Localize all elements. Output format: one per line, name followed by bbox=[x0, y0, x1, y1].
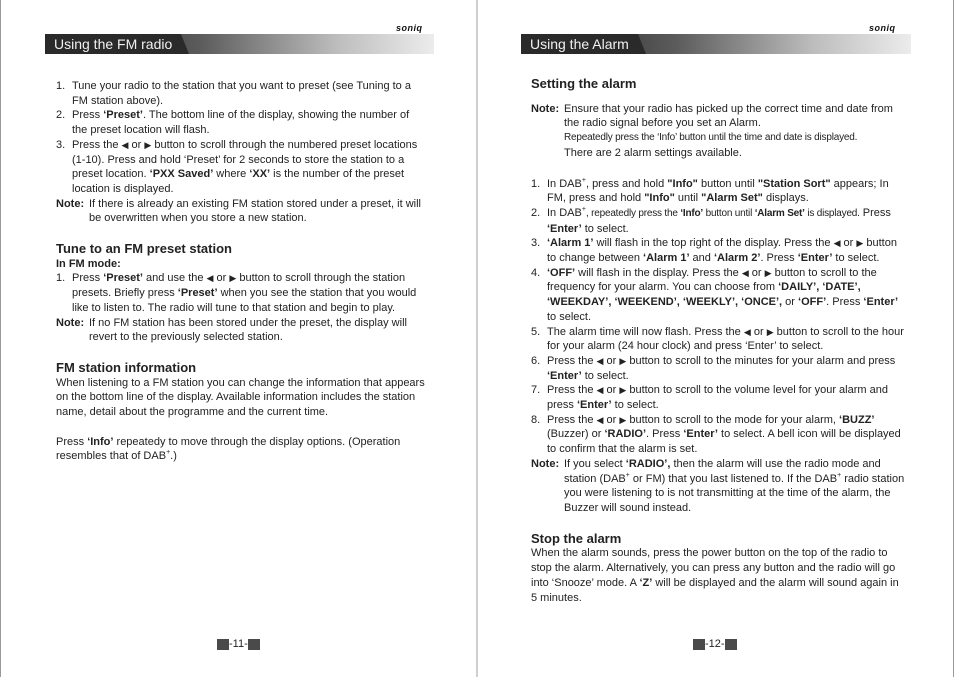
text-segment: to select. A bell icon will be displayed to confirm that the alarm is set. bbox=[547, 428, 901, 456]
section-heading: Stop the alarm bbox=[531, 530, 622, 546]
step-keyword: ‘PXX Saved’ bbox=[149, 168, 214, 181]
text-segment: then the alarm will use the radio mode and station (DAB bbox=[564, 457, 881, 485]
note bbox=[531, 457, 906, 516]
text-segment: button until bbox=[703, 207, 755, 219]
left-arrow-icon: ◀ bbox=[741, 267, 749, 278]
right-arrow-icon: ▶ bbox=[766, 326, 774, 337]
keyword: ‘Info’ bbox=[680, 207, 703, 219]
step-number: 7. bbox=[531, 384, 541, 397]
step-number: 5. bbox=[531, 325, 541, 338]
text-segment: and bbox=[689, 252, 714, 265]
keyword: "Info" bbox=[667, 177, 698, 190]
text-segment: Press the bbox=[547, 354, 597, 367]
section-header-title: Using the Alarm bbox=[521, 34, 638, 54]
step-keyword: ‘Preset’ bbox=[103, 109, 143, 122]
step-keyword: ‘XX’ bbox=[249, 168, 271, 181]
text-segment: will flash in the display. Press the bbox=[575, 266, 742, 279]
right-arrow-icon: ▶ bbox=[619, 385, 627, 396]
keyword: ‘Enter’ bbox=[863, 296, 899, 309]
step-number: 6. bbox=[531, 354, 541, 367]
step-text: where bbox=[213, 168, 250, 181]
superscript: + bbox=[581, 176, 586, 184]
step-text: and use the bbox=[142, 272, 207, 285]
note-label: Note: bbox=[56, 197, 85, 210]
section-header-bar bbox=[521, 34, 911, 54]
alarm-step bbox=[531, 325, 906, 354]
brand-logo: soniq bbox=[869, 23, 896, 33]
right-page bbox=[478, 0, 954, 677]
paragraph bbox=[531, 546, 906, 605]
text-segment: button until bbox=[697, 177, 758, 190]
left-arrow-icon: ◀ bbox=[596, 414, 604, 425]
para-text: repeatedy to move through the display options. (Operation resembles that of DAB bbox=[56, 435, 401, 463]
text-segment: to select. bbox=[832, 252, 880, 265]
keyword: ‘Enter’ bbox=[683, 428, 718, 441]
note-label: Note: bbox=[56, 316, 85, 329]
text-segment: button to scroll to the frequency for your alarm. You can choose from bbox=[547, 266, 877, 294]
text-segment: , press and hold bbox=[585, 177, 668, 190]
step-number: 1. bbox=[56, 272, 66, 285]
preset-step bbox=[56, 138, 426, 197]
text-segment: button to scroll to the volume level for your alarm and press bbox=[547, 384, 888, 412]
right-arrow-icon: ▶ bbox=[229, 273, 237, 284]
brand-logo: soniq bbox=[396, 23, 423, 33]
left-arrow-icon: ◀ bbox=[121, 139, 129, 150]
text-segment: button to scroll to the hour for your alarm (24 hour clock) and press ‘Enter’ to select. bbox=[547, 325, 904, 353]
text-segment: will be displayed and the alarm will sound again in 5 minutes. bbox=[531, 576, 899, 604]
paragraph bbox=[56, 435, 426, 464]
step-text: Tune your radio to the station that you want to preset (see Tuning to a FM station above). bbox=[72, 80, 411, 107]
alarm-step bbox=[531, 383, 906, 412]
left-arrow-icon: ◀ bbox=[596, 385, 604, 396]
note-text: There are 2 alarm settings available. bbox=[564, 146, 742, 159]
text-segment: to select. bbox=[581, 222, 629, 235]
alarm-step bbox=[531, 413, 906, 457]
keyword: ‘Enter’ bbox=[797, 252, 833, 265]
text-segment: . Press bbox=[760, 252, 798, 265]
text-segment: to select. bbox=[581, 369, 629, 382]
text-segment: button to scroll to the minutes for your alarm and press bbox=[626, 354, 896, 367]
left-arrow-icon: ◀ bbox=[206, 273, 214, 284]
note-label: Note: bbox=[531, 102, 560, 115]
text-segment: or bbox=[748, 266, 765, 279]
section-heading: Tune to an FM preset station bbox=[56, 241, 232, 257]
keyword: "Info" bbox=[644, 192, 675, 205]
text-segment: or bbox=[750, 325, 767, 338]
step-text: when you see the station that you would like to listen to. The radio will tune to that station and begin to play. bbox=[72, 287, 417, 314]
superscript: + bbox=[166, 449, 171, 457]
text-segment: button to change between bbox=[547, 237, 897, 265]
alarm-step bbox=[531, 206, 906, 236]
text-segment: or bbox=[603, 413, 620, 426]
step-text: is the number of the preset location is displayed. bbox=[72, 168, 405, 195]
step-number: 2. bbox=[56, 109, 66, 122]
keyword: ‘BUZZ’ bbox=[839, 413, 875, 426]
text-segment: radio station you were listening to is not transmitting at the time of the alarm, the Buzzer will sound instead. bbox=[564, 472, 905, 514]
page-footer bbox=[693, 638, 737, 650]
alarm-step bbox=[531, 354, 906, 383]
step-text: button to scroll through the station presets. Briefly press bbox=[72, 272, 406, 300]
keyword: ‘Z’ bbox=[639, 576, 653, 589]
left-arrow-icon: ◀ bbox=[743, 326, 751, 337]
left-arrow-icon: ◀ bbox=[596, 355, 604, 366]
note bbox=[531, 102, 906, 161]
keyword: ‘Alarm 1’ bbox=[547, 237, 594, 250]
keyword: ‘OFF’ bbox=[547, 266, 576, 279]
keyword: ‘DAILY’, ‘DATE’, ‘WEEKDAY’, ‘WEEKEND’, ‘WEEKLY’, ‘ONCE’, bbox=[547, 281, 861, 309]
superscript: + bbox=[837, 471, 842, 479]
step-number: 1. bbox=[56, 80, 66, 92]
text-segment: Press bbox=[859, 206, 891, 219]
text-segment: . Press bbox=[826, 296, 864, 309]
text-segment: When the alarm sounds, press the power button on the top of the radio to stop the alarm. Alternatively, you can press any button and the radio will go into ‘Snooze’ mode. A bbox=[531, 547, 896, 589]
paragraph: When listening to a FM station you can change the information that appears on the bottom line of the display. Available information includes the station name, detail about the programme and the current time. bbox=[56, 376, 425, 419]
keyword: ‘Enter’ bbox=[547, 222, 582, 235]
left-content bbox=[56, 79, 426, 464]
right-arrow-icon: ▶ bbox=[144, 139, 152, 150]
right-arrow-icon: ▶ bbox=[619, 355, 627, 366]
superscript: + bbox=[581, 205, 586, 213]
keyword: ‘Alarm 2’ bbox=[713, 252, 761, 265]
text-segment: to select. bbox=[547, 310, 592, 323]
page-number: -12- bbox=[705, 638, 725, 650]
text-segment: or bbox=[603, 384, 620, 397]
note-text: If there is already an existing FM station stored under a preset, it will be overwritten when you store a new station. bbox=[89, 197, 421, 225]
step-number: 2. bbox=[531, 206, 541, 219]
text-segment: Press the bbox=[547, 384, 597, 397]
preset-step bbox=[56, 79, 426, 108]
step-number: 8. bbox=[531, 413, 541, 426]
superscript: + bbox=[625, 471, 630, 479]
step-keyword: ‘Preset’ bbox=[103, 272, 143, 285]
page-footer bbox=[217, 638, 260, 650]
footer-square-icon bbox=[217, 639, 229, 650]
alarm-steps-list bbox=[531, 177, 906, 457]
note bbox=[56, 316, 426, 345]
footer-square-icon bbox=[725, 639, 737, 650]
note bbox=[56, 197, 426, 226]
text-segment: In DAB bbox=[547, 177, 582, 190]
text-segment: button to scroll to the mode for your alarm, bbox=[626, 413, 840, 426]
section-heading: Setting the alarm bbox=[531, 76, 637, 91]
section-heading: FM station information bbox=[56, 359, 197, 375]
footer-square-icon bbox=[248, 639, 260, 650]
note-text: Ensure that your radio has picked up the correct time and date from the radio signal before you set an Alarm. bbox=[564, 102, 893, 130]
keyword: ‘Enter’ bbox=[576, 399, 612, 412]
text-segment: , repeatedly press the bbox=[585, 207, 681, 219]
step-number: 4. bbox=[531, 266, 541, 279]
keyword: ‘Alarm Set’ bbox=[754, 207, 805, 219]
section-header-bar bbox=[45, 34, 434, 54]
step-text: . The bottom line of the display, showing the number of the preset location will flash. bbox=[72, 109, 410, 137]
keyword: ‘Enter’ bbox=[547, 369, 582, 382]
keyword: ‘Alarm 1’ bbox=[643, 252, 690, 265]
text-segment: In DAB bbox=[547, 206, 582, 219]
text-segment: If you select bbox=[564, 457, 626, 470]
text-segment: . Press bbox=[646, 428, 684, 441]
preset-step bbox=[56, 108, 426, 137]
subheading: In FM mode: bbox=[56, 257, 121, 270]
left-arrow-icon: ◀ bbox=[833, 238, 841, 249]
para-keyword: ‘Info’ bbox=[87, 435, 114, 448]
tune-step bbox=[56, 271, 426, 315]
note-text bbox=[564, 458, 904, 514]
step-number: 1. bbox=[531, 177, 541, 190]
left-page bbox=[0, 0, 476, 677]
note-text: Repeatedly press the ‘Info’ button until the time and date is displayed. bbox=[564, 132, 858, 144]
step-text: or bbox=[128, 138, 145, 151]
text-segment: until bbox=[674, 192, 702, 205]
alarm-step bbox=[531, 266, 906, 325]
alarm-step bbox=[531, 177, 906, 206]
step-text: button to scroll through the numbered preset locations (1-10). Press and hold ‘Preset’ for 2 seconds to store the station to a preset location. bbox=[72, 138, 418, 181]
alarm-step bbox=[531, 236, 906, 265]
keyword: ‘OFF’ bbox=[798, 296, 827, 309]
keyword: ‘RADIO’ bbox=[604, 428, 647, 441]
text-segment: to select. bbox=[611, 399, 659, 412]
text-segment: or FM) that you last listened to. If the DAB bbox=[629, 472, 838, 485]
right-arrow-icon: ▶ bbox=[764, 267, 772, 278]
note-label: Note: bbox=[531, 457, 560, 470]
section-header-title: Using the FM radio bbox=[45, 34, 181, 54]
right-arrow-icon: ▶ bbox=[619, 414, 627, 425]
text-segment: displays. bbox=[762, 192, 809, 205]
step-number: 3. bbox=[56, 138, 66, 151]
step-text: Press bbox=[72, 272, 104, 285]
right-arrow-icon: ▶ bbox=[856, 238, 864, 249]
step-number: 3. bbox=[531, 237, 541, 250]
keyword: ‘RADIO’, bbox=[625, 457, 671, 470]
text-segment: Press the bbox=[547, 413, 597, 426]
keyword: "Station Sort" bbox=[757, 177, 831, 190]
step-text: or bbox=[213, 272, 230, 285]
right-content bbox=[531, 77, 906, 605]
text-segment: (Buzzer) or bbox=[547, 428, 605, 441]
para-text: .) bbox=[170, 450, 177, 463]
step-keyword: ‘Preset’ bbox=[177, 287, 218, 300]
page-number: -11- bbox=[229, 638, 248, 650]
text-segment: will flash in the top right of the display. Press the bbox=[593, 237, 834, 250]
text-segment: or bbox=[603, 354, 620, 367]
step-text: Press bbox=[72, 109, 104, 122]
text-segment: or bbox=[782, 296, 799, 309]
text-segment: appears; In FM, press and hold bbox=[547, 177, 889, 205]
step-text: Press the bbox=[72, 138, 122, 151]
footer-square-icon bbox=[693, 639, 705, 650]
note-text: If no FM station has been stored under the preset, the display will revert to the previously selected station. bbox=[89, 316, 407, 344]
text-segment: The alarm time will now flash. Press the bbox=[547, 325, 744, 338]
text-segment: is displayed. bbox=[804, 207, 860, 219]
text-segment: or bbox=[840, 237, 857, 250]
keyword: "Alarm Set" bbox=[701, 192, 763, 205]
para-text: Press bbox=[56, 435, 88, 448]
